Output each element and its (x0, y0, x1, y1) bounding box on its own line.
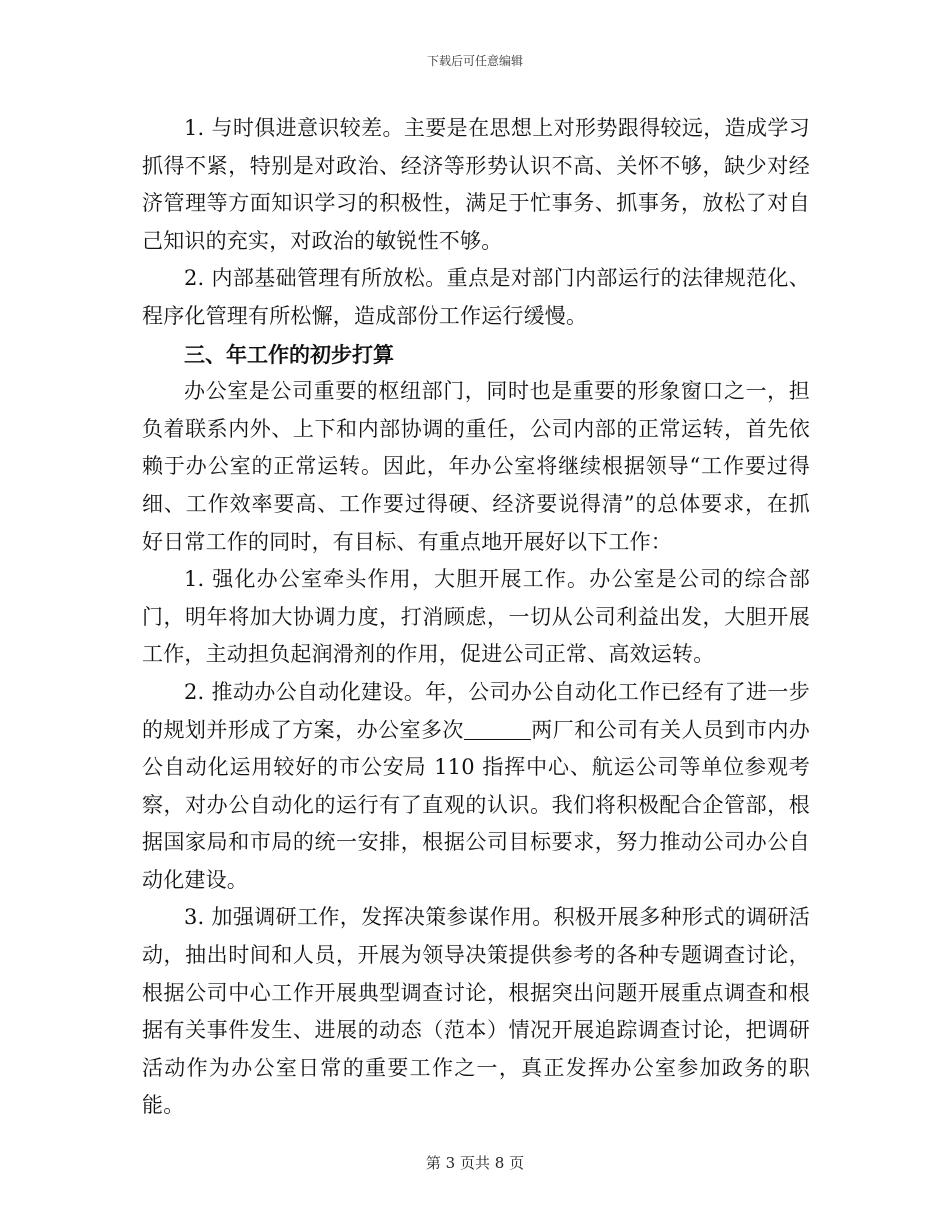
paragraph-4: 1. 强化办公室牵头作用，大胆开展工作。办公室是公司的综合部门，明年将加大协调力度，打消顾虑，一切从公司利益出发，大胆开展工作，主动担负起润滑剂的作用，促进公司正常、高效运转。 (142, 567, 810, 667)
fill-in-blank (464, 718, 531, 740)
paragraph-3: 办公室是公司重要的枢纽部门，同时也是重要的形象窗口之一，担负着联系内外、上下和内部协调的重任，公司内部的正常运转，首先依赖于办公室的正常运转。因此，年办公室将继续根据领导“工作要过得细、工作效率要高、工作要过得硬、经济要说得清”的总体要求，在抓好日常工作的同时，有目标、有重点地开展好以下工作： (142, 379, 810, 554)
paragraph-5-part-2: 两厂和公司有关人员到市内办公自动化运用较好的市公安局 110 指挥中心、航运公司等单位参观考察，对办公自动化的运行有了直观的认识。我们将积极配合企管部，根据国家局和市局的统一安排，根据公司目标要求，努力推动公司办公自动化建设。 (142, 717, 810, 892)
paragraph-5-part-1: 2. 推动办公自动化建设。年，公司办公自动化工作已经有了进一步的规划并形成了方案，办公室多次 (142, 679, 810, 742)
paragraph-6: 3. 加强调研工作，发挥决策参谋作用。积极开展多种形式的调研活动，抽出时间和人员，开展为领导决策提供参考的各种专题调查讨论，根据公司中心工作开展典型调查讨论，根据突出问题开展重点调查和根据有关事件发生、进展的动态（范本）情况开展追踪调查讨论，把调研活动作为办公室日常的重要工作之一，真正发挥办公室参加政务的职能。 (142, 905, 810, 1118)
document-body (142, 110, 810, 1125)
paragraph-1: 1. 与时俱进意识较差。主要是在思想上对形势跟得较远，造成学习抓得不紧，特别是对政治、经济等形势认识不高、关怀不够，缺少对经济管理等方面知识学习的积极性，满足于忙事务、抓事务，放松了对自己知识的充实，对政治的敏锐性不够。 (142, 116, 810, 253)
page-footer: 第 3 页共 8 页 (425, 1154, 525, 1172)
section-heading: 三、年工作的初步打算 (184, 341, 394, 367)
paragraph-2: 2. 内部基础管理有所放松。重点是对部门内部运行的法律规范化、程序化管理有所松懈，造成部份工作运行缓慢。 (142, 266, 810, 328)
paragraph-5 (142, 674, 810, 900)
page-header: 下载后可任意编辑 (426, 54, 523, 68)
